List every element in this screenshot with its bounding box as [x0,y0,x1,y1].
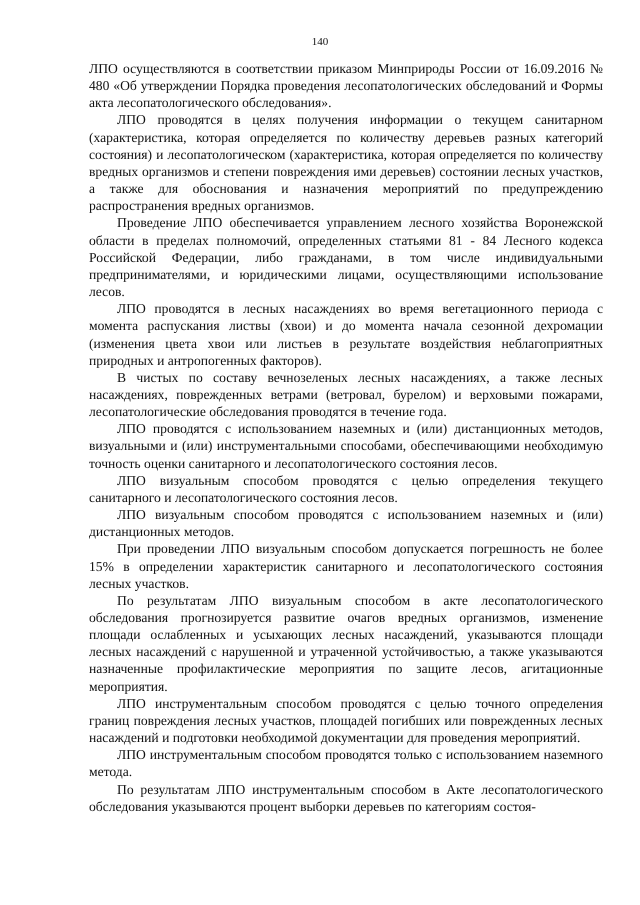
paragraph: ЛПО инструментальным способом проводятся с целью точного определения границ повреждения лесных участков, площадей погибших или поврежденных лесных насаждений и подготовки необходимой документации для проведения мероприятий. [89,695,603,746]
paragraph: ЛПО осуществляются в соответствии приказом Минприроды России от 16.09.2016 № 480 «Об утверждении Порядка проведения лесопатологических обследований и Формы акта лесопатологического обследования». [89,61,603,111]
paragraph: ЛПО проводятся с использованием наземных и (или) дистанционных методов, визуальными и (или) инструментальными способами, обеспечивающими необходимую точность оценки санитарного и лесопатологического состояния лесов. [89,421,603,471]
paragraph: ЛПО проводятся в целях получения информации о текущем санитарном (характеристика, которая определяется по количеству деревьев разных категорий состояния) и лесопатологическом (характеристика, которая определяется по количеству вредных организмов и степени повреждения ими деревьев) состоянии лесных участков, а также для обоснования и назначения мероприятий по предупреждению распространения вредных организмов. [89,112,603,214]
paragraph: При проведении ЛПО визуальным способом допускается погрешность не более 15% в определении характеристик санитарного и лесопатологического состояния лесных участков. [89,541,603,591]
paragraph: В чистых по составу вечнозеленых лесных насаждениях, а также лесных насаждениях, поврежденных ветрами (ветровал, бурелом) и верховыми пожарами, лесопатологические обследования проводятся в течение года. [89,369,603,420]
paragraph: ЛПО инструментальным способом проводятся только с использованием наземного метода. [89,747,603,780]
paragraph: ЛПО проводятся в лесных насаждениях во время вегетационного периода с момента распускания листвы (хвои) и до момента начала сезонной дехромации (изменения цвета хвои или листьев в результате воздействия неблагоприятных природных и антропогенных факторов). [89,301,603,368]
paragraph: По результатам ЛПО визуальным способом в акте лесопатологического обследования прогнозируется развитие очагов вредных организмов, изменение площади ослабленных и усыхающих лесных насаждений, указываются площади лесных насаждений с нарушенной и утраченной устойчивостью, а также указываются назначенные профилактические мероприятия по защите лесов, агитационные мероприятия. [89,592,603,694]
body-text [89,60,603,815]
page-number: 140 [311,36,329,48]
paragraph: ЛПО визуальным способом проводятся с целью определения текущего санитарного и лесопатологического состояния лесов. [89,472,603,505]
paragraph: По результатам ЛПО инструментальным способом в Акте лесопатологического обследования указываются процент выборки деревьев по категориям состоя- [89,781,603,814]
paragraph: ЛПО визуальным способом проводятся с использованием наземных и (или) дистанционных методов. [89,507,603,540]
paragraph: Проведение ЛПО обеспечивается управлением лесного хозяйства Воронежской области в пределах полномочий, определенных статьями 81 - 84 Лесного кодекса Российской Федерации, либо гражданами, в том числе индивидуальными предпринимателями, и юридическими лицами, осуществляющими использование лесов. [89,215,603,300]
